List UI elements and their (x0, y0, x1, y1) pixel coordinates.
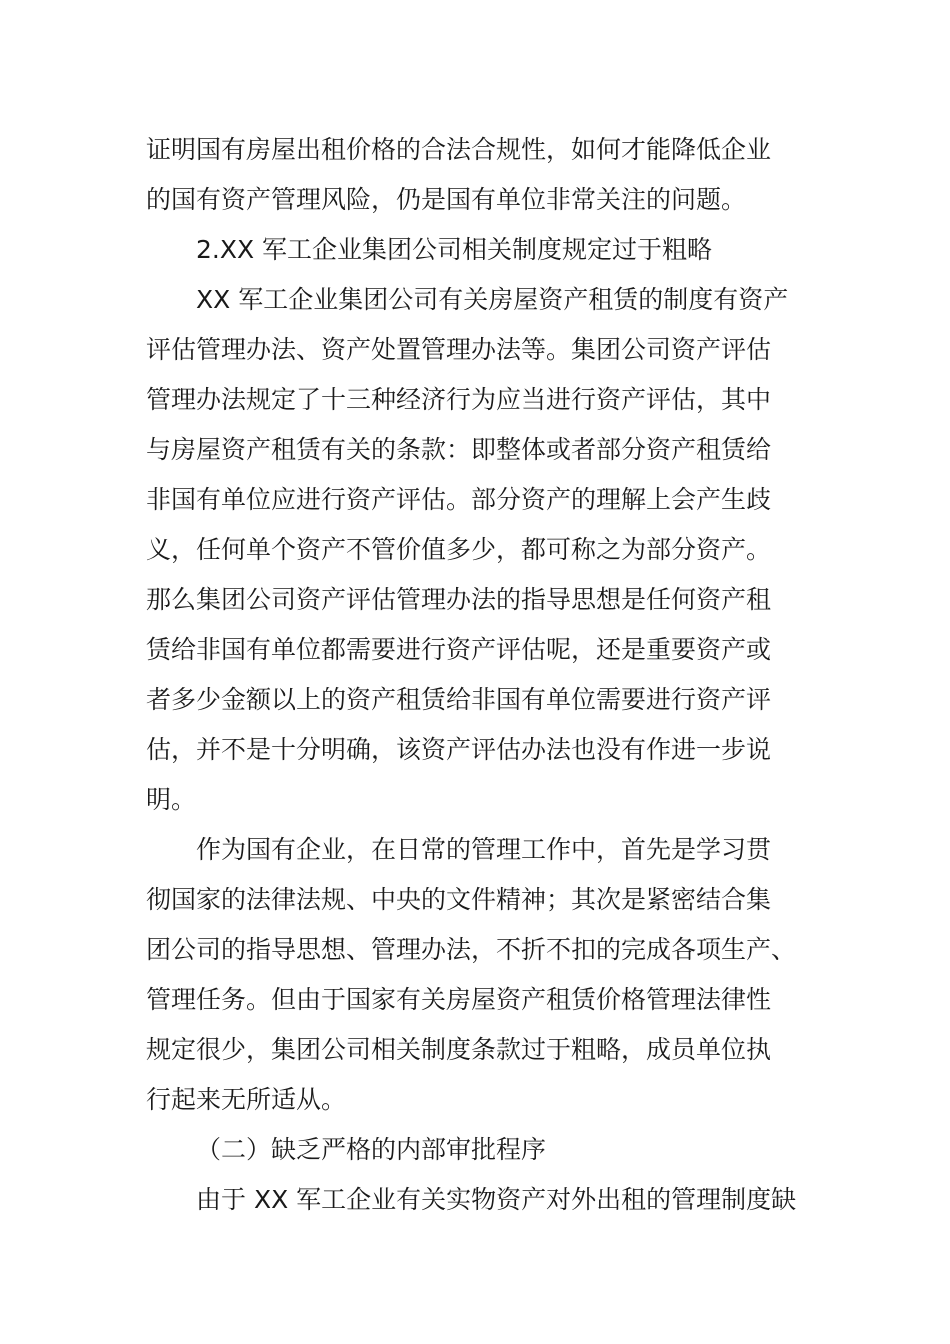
paragraph-start: 由于 XX 军工企业有关实物资产对外出租的管理制度缺 (196, 1185, 797, 1214)
text-line: 者多少金额以上的资产租赁给非国有单位需要进行资产评 (146, 685, 772, 714)
text-line: 非国有单位应进行资产评估。部分资产的理解上会产生歧 (146, 485, 772, 514)
text-line: 的国有资产管理风险，仍是国有单位非常关注的问题。 (146, 185, 747, 214)
section-heading: （二）缺乏严格的内部审批程序 (196, 1135, 547, 1164)
section-heading: 2.XX 军工企业集团公司相关制度规定过于粗略 (196, 235, 713, 264)
text-line: 行起来无所适从。 (146, 1085, 347, 1114)
text-line: 证明国有房屋出租价格的合法合规性，如何才能降低企业 (146, 135, 772, 164)
text-line: 与房屋资产租赁有关的条款：即整体或者部分资产租赁给 (146, 435, 772, 464)
text-line: 那么集团公司资产评估管理办法的指导思想是任何资产租 (146, 585, 772, 614)
text-line: 评估管理办法、资产处置管理办法等。集团公司资产评估 (146, 335, 772, 364)
paragraph-start: 作为国有企业，在日常的管理工作中，首先是学习贯 (196, 835, 772, 864)
text-line: 管理任务。但由于国家有关房屋资产租赁价格管理法律性 (146, 985, 772, 1014)
text-line: 管理办法规定了十三种经济行为应当进行资产评估，其中 (146, 385, 772, 414)
text-line: 估，并不是十分明确，该资产评估办法也没有作进一步说 (146, 735, 772, 764)
text-line: 彻国家的法律法规、中央的文件精神；其次是紧密结合集 (146, 885, 772, 914)
text-line: 团公司的指导思想、管理办法，不折不扣的完成各项生产、 (146, 935, 797, 964)
paragraph-start: XX 军工企业集团公司有关房屋资产租赁的制度有资产 (196, 285, 789, 314)
text-line: 义，任何单个资产不管价值多少，都可称之为部分资产。 (146, 535, 772, 564)
text-line: 明。 (146, 785, 197, 814)
text-line: 规定很少，集团公司相关制度条款过于粗略，成员单位执 (146, 1035, 772, 1064)
text-line: 赁给非国有单位都需要进行资产评估呢，还是重要资产或 (146, 635, 772, 664)
